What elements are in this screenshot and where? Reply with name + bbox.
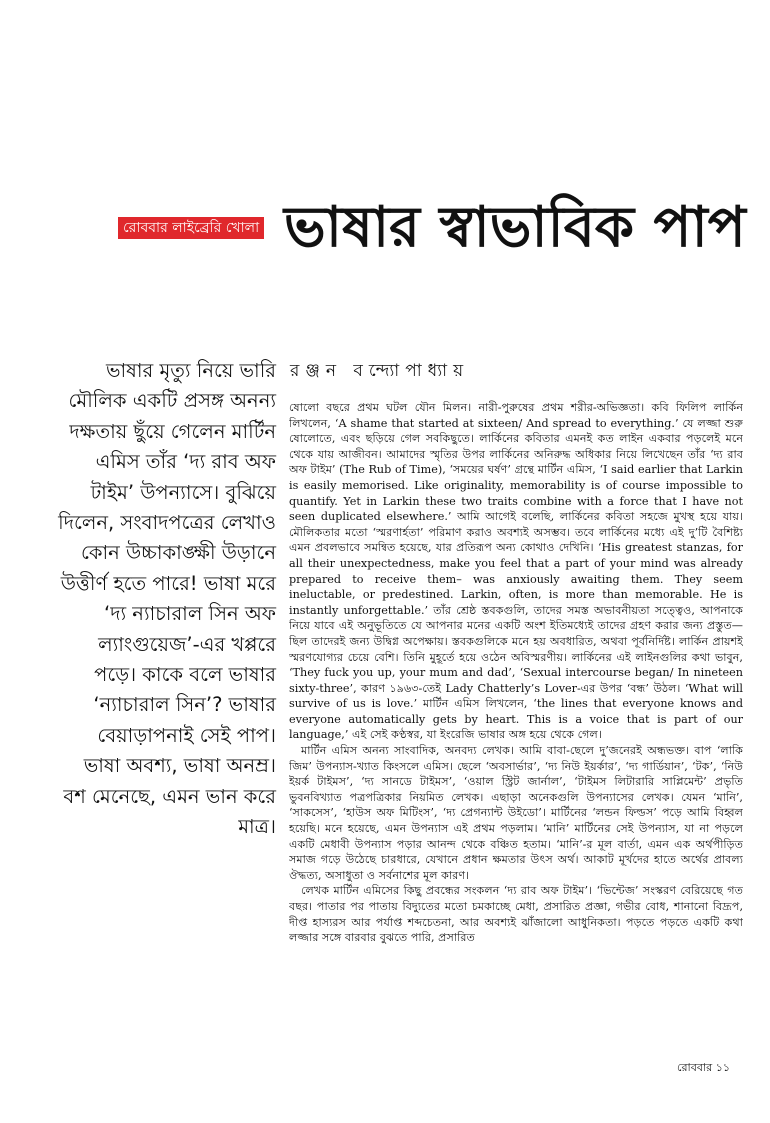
standfirst: ভাষার মৃত্যু নিয়ে ভারি মৌলিক একটি প্রসঙ্গ অনন্য দক্ষতায় ছুঁয়ে গেলেন মার্টিন এমিস তাঁর ‘দ্য রাব অফ টাইম’ উপন্যাসে। বুঝিয়ে দিলেন, সংবাদপত্রের লেখাও কোন উচ্চাকাঙ্ক্ষী উড়ানে উত্তীর্ণ হতে পারে! ভাষা মরে ‘দ্য ন্যাচারাল সিন অফ ল্যাংগুয়েজ’-এর খপ্পরে পড়ে। কাকে বলে ভাষার ‘ন্যাচারাল সিন’? ভাষার বেয়াড়াপনাই সেই পাপ। ভাষা অবশ্য, ভাষা অনম্র। বশ মেনেছে, এমন ভান করে মাত্র। (58, 359, 276, 839)
byline: রঞ্জন বন্দ্যোপাধ্যায় (290, 361, 470, 381)
headline: ভাষার স্বাভাবিক পাপ (284, 195, 746, 260)
article-paragraph: মার্টিন এমিস অনন্য সাংবাদিক, অনবদ্য লেখক। আমি বাবা-ছেলে দু’জনেরই অন্ধভক্ত। বাপ ‘লাকি জিম’ উপন্যাস-খ্যাত কিংসলে এমিস। ছেলে ‘অবসার্ভার’, ‘দ্য নিউ ইয়র্কার’, ‘দ্য গার্ডিয়ান’, ‘টক’, ‘নিউ ইয়র্ক টাইমস’, ‘দ্য সানডে টাইমস’, ‘ওয়াল স্ট্রিট জার্নাল’, ‘টাইমস লিটারারি সাপ্লিমেন্ট’ প্রভৃতি ভুবনবিখ্যাত পত্রপত্রিকার নিয়মিত লেখক। এছাড়া অনেকগুলি উপন্যাসের লেখক। যেমন ‘মানি’, ‘সাকসেস’, ‘হাউস অফ মিটিংস’, ‘দ্য প্রেগন্যান্ট উইডো’। মার্টিনের ‘লন্ডন ফিল্ডস’ পড়ে আমি বিহ্বল হয়েছি। মনে হয়েছে, এমন উপন্যাস এই প্রথম পড়লাম। ‘মানি’ মার্টিনের সেই উপন্যাস, যা না পড়লে একটি মেধাবী উপন্যাস পড়ার আনন্দ থেকে বঞ্চিত হতাম। ‘মানি’-র মূল বার্তা, এমন এক অর্থপীড়িত সমাজ গড়ে উঠেছে চারধারে, যেখানে প্রধান ক্ষমতার উৎস অর্থ। আকাট মূর্খদের হাতে অর্থের প্রাবল্য ঔদ্ধত্য, অসাধুতা ও সর্বনাশের মূল কারণ। (289, 744, 743, 882)
article-paragraph: ষোলো বছরে প্রথম ঘটল যৌন মিলন। নারী-পুরুষের প্রথম শরীর-অভিজ্ঞতা। কবি ফিলিপ লার্কিন লিখলেন, ‘A shame that started at sixteen/ And spread to everything.’ যে লজ্জা শুরু ষোলোতে, এবং ছড়িয়ে গেল সবকিছুতে। লার্কিনের কবিতার এমনই কত লাইন একবার পড়লেই মনে থেকে যায় আজীবন। আমাদের স্মৃতির উপর লার্কিনের অনিরুদ্ধ অধিকার নিয়ে লিখেছেন তাঁর ‘দ্য রাব অফ টাইম’ (The Rub of Time), ‘সময়ের ঘর্ষণ’ গ্রন্থে মার্টিন এমিস, ‘I said earlier that Larkin is easily memorised. Like originality, memorability is of course impossible to quantify. Yet in Larkin these two traits combine with a force that I have not seen duplicated elsewhere.’ আমি আগেই বলেছি, লার্কিনের কবিতা সহজে মুখস্থ হয়ে যায়। মৌলিকতার মতো ‘স্মরণার্হতা’ পরিমাণ করাও অবশ্যই অসম্ভব। তবে লার্কিনের মধ্যে এই দু’টি বৈশিষ্ট্য এমন প্রবলভাবে সমন্বিত হয়েছে, যার প্রতিরূপ অন্য কোথাও দেখিনি। ‘His greatest stanzas, for all their unexpectedness, make you feel that a part of your mind was already prepared to receive them– was anxiously awaiting them. They seem ineluctable, or predestined. Larkin, often, is more than memorable. He is instantly unforgettable.’ তাঁর শ্রেষ্ঠ স্তবকগুলি, তাদের সমস্ত অভাবনীয়তা সত্ত্বেও, আপনাকে নিয়ে যাবে এই অনুভূতিতে যে আপনার মনের একটি অংশ ইতিমধ্যেই তাদের গ্রহণ করার জন্য প্রস্তুত— ছিল তাদেরই জন্য উদ্বিগ্ন অপেক্ষায়। স্তবকগুলিকে মনে হয় অবধারিত, অথবা পূর্বনির্দিষ্ট। লার্কিন প্রায়শই স্মরণযোগ্যর চেয়ে বেশি। তিনি মুহূর্তে হয়ে ওঠেন অবিস্মরণীয়। লার্কিনের এই লাইনগুলির কথা ভাবুন, ‘They fuck you up, your mum and dad’, ‘Sexual intercourse began/ In nineteen sixty-three’, কারণ ১৯৬৩-তেই Lady Chatterly’s Lover-এর উপর ‘বন্ধ’ উঠল। ‘What will survive of us is love.’ মার্টিন এমিস লিখলেন, ‘the lines that everyone knows and everyone automatically gets by heart. This is a voice that is part of our language,’ এই সেই কণ্ঠস্বর, যা ইংরেজি ভাষার অঙ্গ হয়ে থেকে গেল। (289, 401, 743, 742)
section-tag: রোববার লাইব্রেরি খোলা (118, 217, 264, 239)
page-folio: রোববার ১১ (677, 1061, 730, 1074)
article-body (289, 400, 743, 1040)
article-paragraph: লেখক মার্টিন এমিসের কিছু প্রবন্ধের সংকলন ‘দ্য রাব অফ টাইম’। ‘ভিন্টেজ’ সংস্করণ বেরিয়েছে গত বছর। পাতার পর পাতায় বিদ্যুতের মতো চমকাচ্ছে মেধা, প্রসারিত প্রজ্ঞা, গভীর বোধ, শানানো বিদ্রূপ, দীপ্ত হাস্যরস আর পর্যাপ্ত শব্দচেতনা, আর অবশ্যই ঝাঁজালো আধুনিকতা। পড়তে পড়তে একটি কথা লজ্জার সঙ্গে বারবার বুঝতে পারি, প্রসারিত (289, 884, 743, 945)
